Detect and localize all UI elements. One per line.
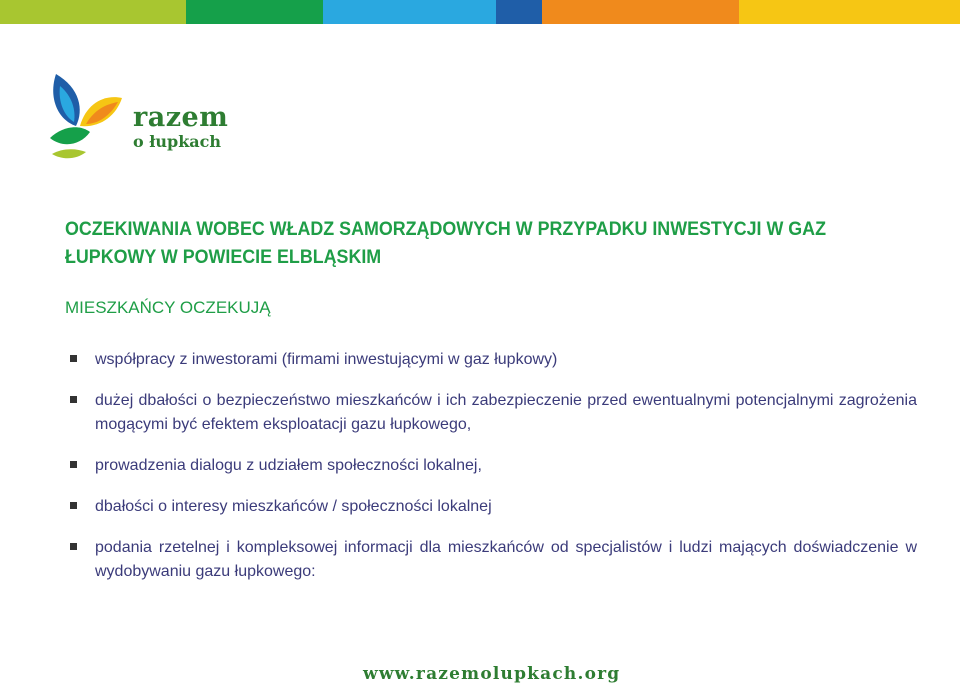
list-item-text: współpracy z inwestorami (firmami inwestującymi w gaz łupkowy) <box>95 351 558 368</box>
list-item <box>70 389 917 437</box>
square-bullet-icon <box>70 461 77 468</box>
list-item-text: dużej dbałości o bezpieczeństwo mieszkańców i ich zabezpieczenie przed ewentualnymi potencjalnymi zagrożenia mogącymi być efektem eksploatacji gazu łupkowego, <box>95 392 917 433</box>
stripe-segment-lightblue <box>323 0 496 24</box>
section-subtitle: MIESZKAŃCY OCZEKUJĄ <box>65 298 271 317</box>
list-item-text: prowadzenia dialogu z udziałem społeczności lokalnej, <box>95 457 482 474</box>
list-item <box>70 454 917 478</box>
stripe-segment-darkblue <box>496 0 542 24</box>
square-bullet-icon <box>70 396 77 403</box>
expectations-list <box>70 348 917 601</box>
list-item <box>70 495 917 519</box>
page-title: OCZEKIWANIA WOBEC WŁADZ SAMORZĄDOWYCH W PRZYPADKU INWESTYCJI W GAZ ŁUPKOWY W POWIECIE ELBLĄSKIM <box>65 219 826 268</box>
stripe-segment-yellow <box>739 0 960 24</box>
list-item <box>70 536 917 584</box>
logo-line-2: o łupkach <box>133 132 222 151</box>
stripe-segment-lime <box>0 0 186 24</box>
square-bullet-icon <box>70 355 77 362</box>
list-item <box>70 348 917 372</box>
footer-website-link[interactable]: www.razemolupkach.org <box>363 664 621 684</box>
stripe-segment-green <box>186 0 323 24</box>
logo-line-1: razem <box>133 102 229 133</box>
top-color-stripe <box>0 0 960 24</box>
logo-wordmark <box>133 104 228 150</box>
stripe-segment-orange <box>542 0 739 24</box>
square-bullet-icon <box>70 502 77 509</box>
list-item-text: dbałości o interesy mieszkańców / społeczności lokalnej <box>95 498 492 515</box>
list-item-text: podania rzetelnej i kompleksowej informacji dla mieszkańców od specjalistów i ludzi mających doświadczenie w wydobywaniu gazu łupkowego: <box>95 539 917 580</box>
square-bullet-icon <box>70 543 77 550</box>
